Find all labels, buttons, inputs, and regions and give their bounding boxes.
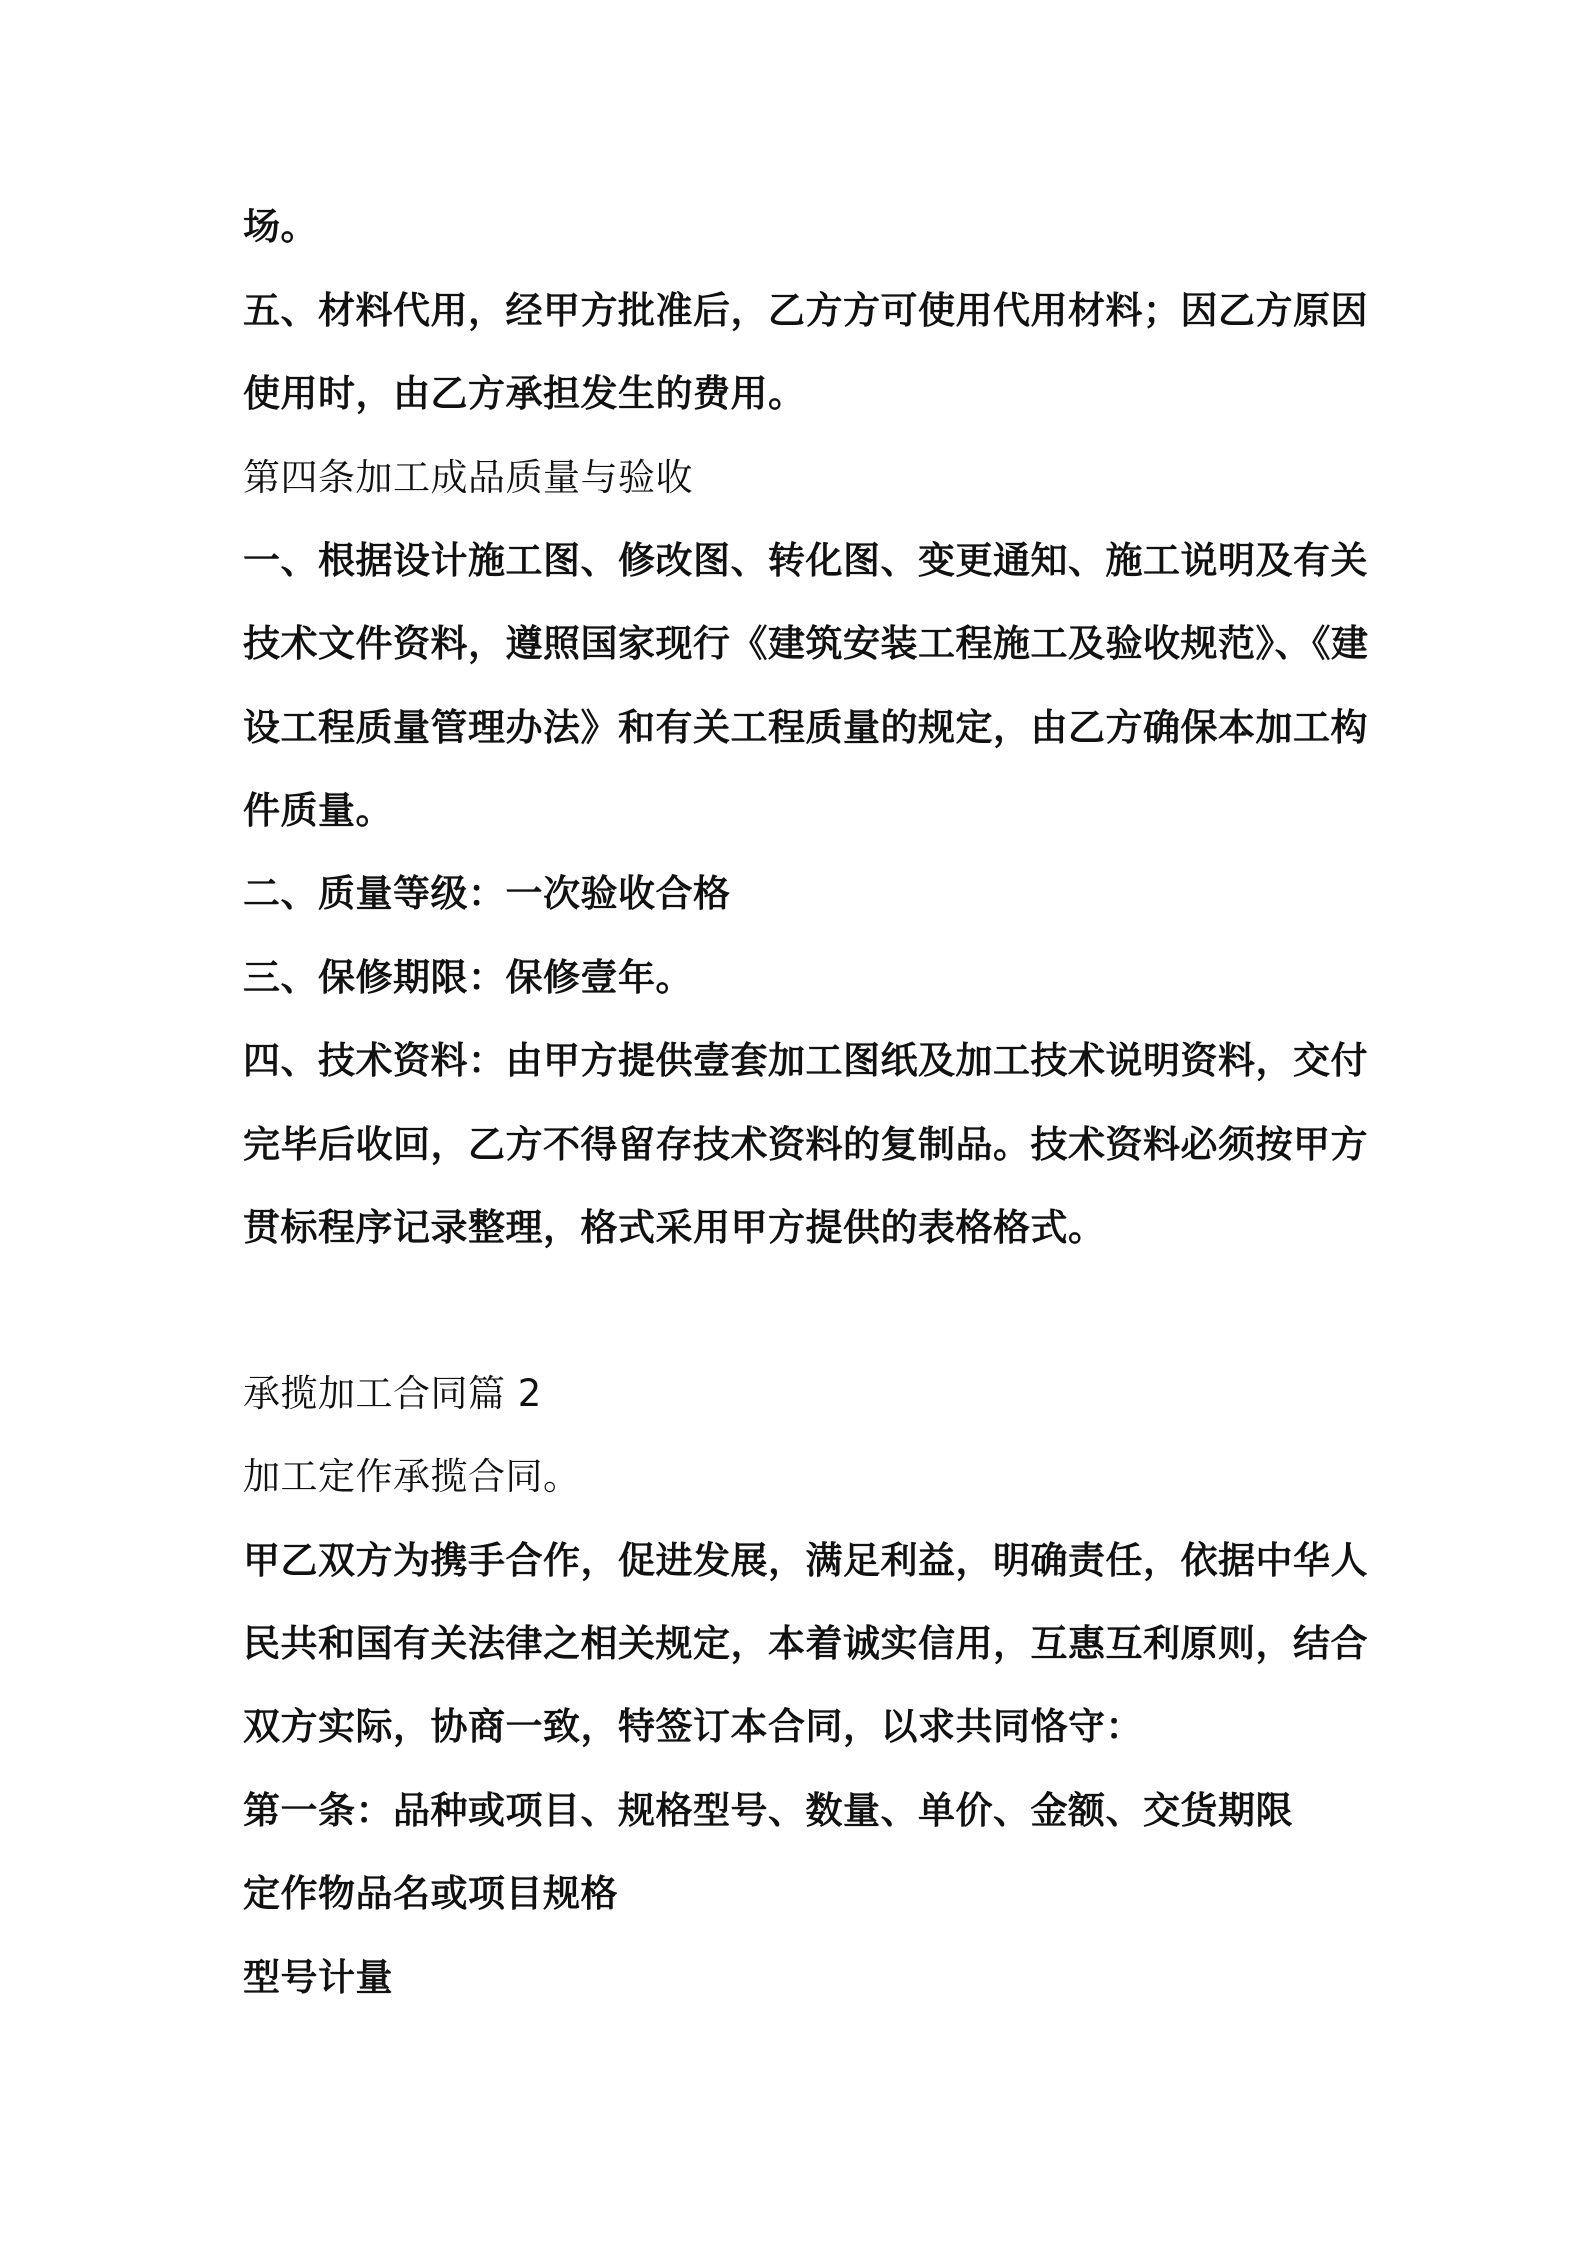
text-line-6: 技术文件资料，遵照国家现行《建筑安装工程施工及验收规范》、《建 — [243, 622, 1369, 665]
section-heading-article-4: 第四条加工成品质量与验收 — [243, 456, 693, 499]
text-line-20: 定作物品名或项目规格 — [243, 1872, 618, 1915]
text-line-7: 设工程质量管理办法》和有关工程质量的规定，由乙方确保本加工构 — [243, 706, 1368, 749]
text-line-12: 完毕后收回，乙方不得留存技术资料的复制品。技术资料必须按甲方 — [243, 1123, 1368, 1166]
text-line-13: 贯标程序记录整理，格式采用甲方提供的表格格式。 — [243, 1206, 1106, 1249]
section-heading-part-2: 承揽加工合同篇 2 — [243, 1372, 542, 1415]
text-line-10: 三、保修期限：保修壹年。 — [243, 956, 693, 999]
text-line-18: 双方实际，协商一致，特签订本合同，以求共同恪守： — [243, 1705, 1143, 1748]
text-line-17: 民共和国有关法律之相关规定，本着诚实信用，互惠互利原则，结合 — [243, 1622, 1368, 1665]
text-line-5: 一、根据设计施工图、修改图、转化图、变更通知、施工说明及有关 — [243, 539, 1368, 582]
contract-title: 加工定作承揽合同。 — [243, 1455, 581, 1498]
text-line-21: 型号计量 — [243, 1956, 393, 1999]
text-line-1: 场。 — [243, 205, 318, 248]
text-line-16: 甲乙双方为携手合作，促进发展，满足利益，明确责任，依据中华人 — [243, 1539, 1368, 1582]
text-line-8: 件质量。 — [243, 789, 393, 832]
text-line-9: 二、质量等级：一次验收合格 — [243, 872, 731, 915]
text-line-19: 第一条：品种或项目、规格型号、数量、单价、金额、交货期限 — [243, 1789, 1293, 1832]
text-line-3: 使用时，由乙方承担发生的费用。 — [243, 372, 806, 415]
text-line-2: 五、材料代用，经甲方批准后，乙方方可使用代用材料；因乙方原因 — [243, 289, 1368, 332]
text-line-11: 四、技术资料：由甲方提供壹套加工图纸及加工技术说明资料，交付 — [243, 1039, 1368, 1082]
